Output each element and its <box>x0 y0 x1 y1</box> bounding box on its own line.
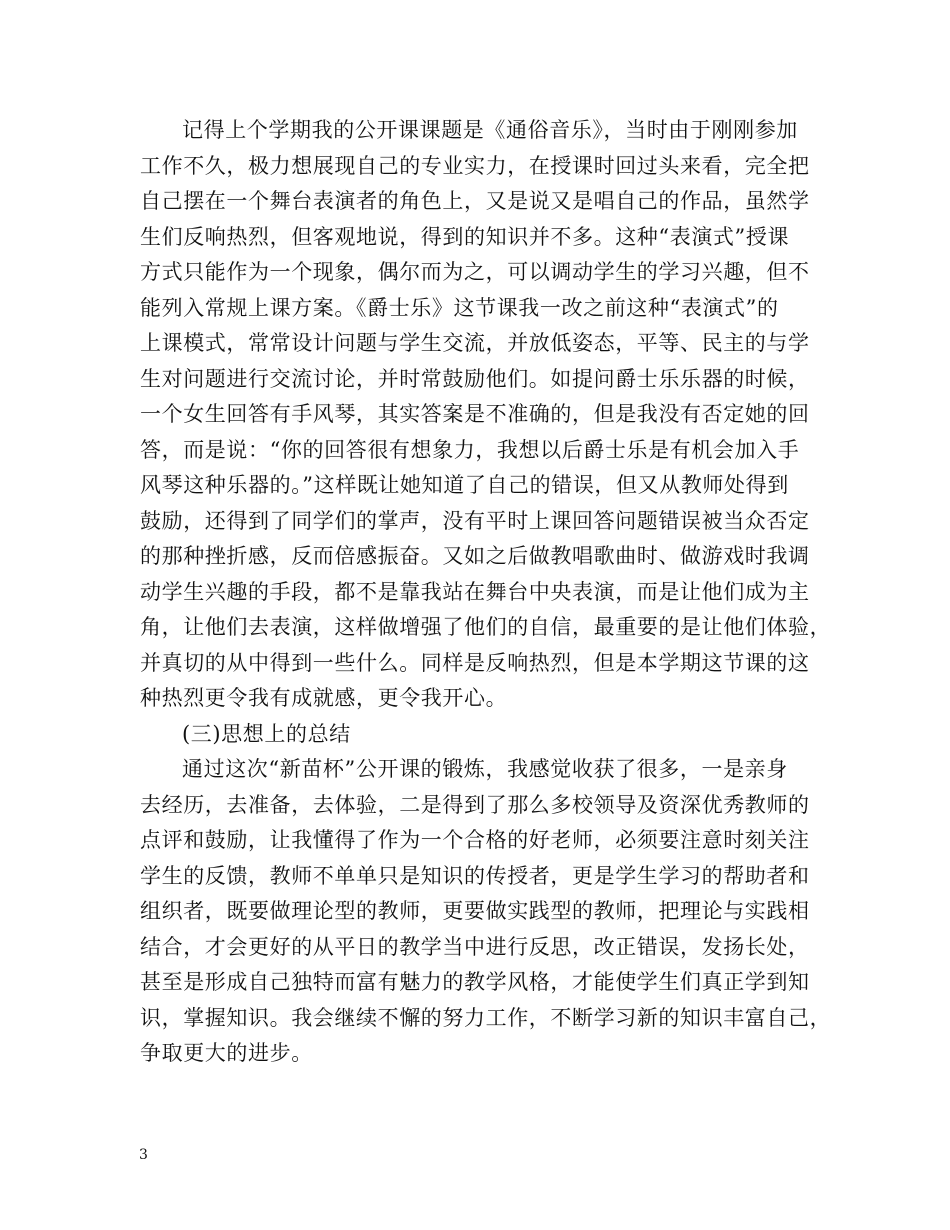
paragraph-line: 组织者，既要做理论型的教师，更要做实践型的教师，把理论与实践相 <box>140 899 810 923</box>
paragraph-line: 甚至是形成自己独特而富有魅力的教学风格，才能使学生们真正学到知 <box>140 970 810 994</box>
paragraph-line: 上课模式，常常设计问题与学生交流，并放低姿态，平等、民主的与学 <box>140 331 810 355</box>
paragraph-line: 动学生兴趣的手段，都不是靠我站在舞台中央表演，而是让他们成为主 <box>140 579 810 604</box>
paragraph-line: 一个女生回答有手风琴，其实答案是不准确的，但是我没有否定她的回 <box>140 402 810 426</box>
paragraph-line: 工作不久，极力想展现自己的专业实力，在授课时回过头来看，完全把 <box>140 153 810 178</box>
paragraph-line: 风琴这种乐器的。”这样既让她知道了自己的错误，但又从教师处得到 <box>140 473 789 497</box>
paragraph-line: 能列入常规上课方案。《爵士乐》这节课我一改之前这种“表演式”的 <box>140 295 779 320</box>
paragraph-line: 生对问题进行交流讨论，并时常鼓励他们。如提问爵士乐乐器的时候， <box>140 366 810 391</box>
paragraph-line: 角，让他们去表演，这样做增强了他们的自信，最重要的是让他们体验， <box>140 615 832 639</box>
paragraph-line: 答，而是说：“你的回答很有想象力，我想以后爵士乐是有机会加入手 <box>140 437 800 462</box>
paragraph-line: 点评和鼓励，让我懂得了作为一个合格的好老师，必须要注意时刻关注 <box>140 828 810 852</box>
paragraph-line: 的那种挫折感，反而倍感振奋。又如之后做教唱歌曲时、做游戏时我调 <box>140 544 810 568</box>
paragraph-line: 种热烈更令我有成就感，更令我开心。 <box>140 686 508 710</box>
paragraph-line: 识，掌握知识。我会继续不懈的努力工作，不断学习新的知识丰富自己， <box>140 1005 832 1030</box>
paragraph-line: 方式只能作为一个现象，偶尔而为之，可以调动学生的学习兴趣，但不 <box>140 260 810 284</box>
paragraph-line: 自己摆在一个舞台表演者的角色上，又是说又是唱自己的作品，虽然学 <box>140 189 810 213</box>
section-heading: (三)思想上的总结 <box>182 721 351 746</box>
page-number: 3 <box>139 1147 148 1163</box>
paragraph-line: 学生的反馈，教师不单单只是知识的传授者，更是学生学习的帮助者和 <box>140 863 810 888</box>
paragraph-line: 去经历，去准备，去体验，二是得到了那么多校领导及资深优秀教师的 <box>140 792 810 817</box>
paragraph-line: 争取更大的进步。 <box>140 1041 313 1065</box>
paragraph-line: 并真切的从中得到一些什么。同样是反响热烈，但是本学期这节课的这 <box>140 650 810 675</box>
paragraph-line: 鼓励，还得到了同学们的掌声，没有平时上课回答问题错误被当众否定 <box>140 508 810 533</box>
paragraph-line: 生们反响热烈，但客观地说，得到的知识并不多。这种“表演式”授课 <box>140 224 790 249</box>
body-text <box>140 113 832 1072</box>
paragraph-line: 通过这次“新苗杯”公开课的锻炼，我感觉收获了很多，一是亲身 <box>182 757 788 781</box>
paragraph-line: 结合，才会更好的从平日的教学当中进行反思，改正错误，发扬长处， <box>140 934 810 959</box>
paragraph-line: 记得上个学期我的公开课课题是《通俗音乐》，当时由于刚刚参加 <box>182 118 798 142</box>
